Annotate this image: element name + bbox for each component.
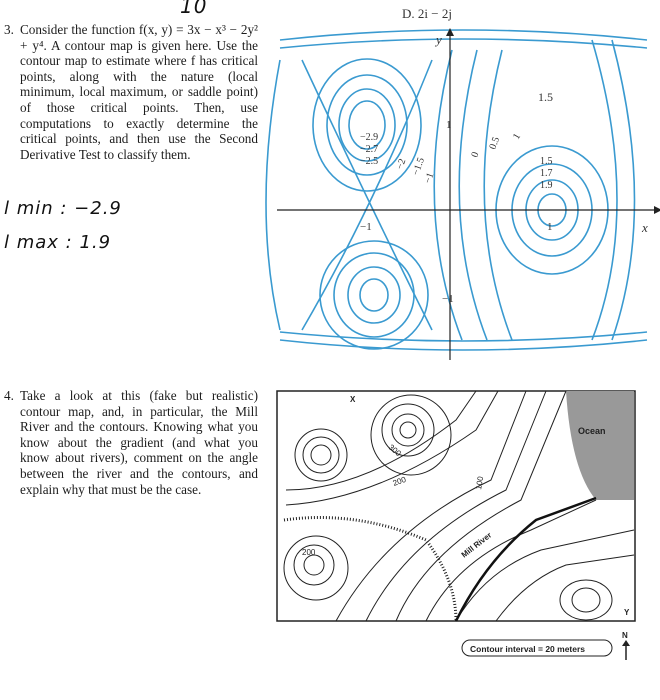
label-middle-1: −2 [394, 157, 409, 172]
contour-plot [262, 0, 660, 375]
point-x: X [350, 395, 356, 404]
top-mark: 10 [180, 0, 208, 18]
problem-4-number: 4. [4, 388, 14, 403]
north-arrow-head [622, 640, 630, 646]
label-right-3: 1.9 [540, 180, 553, 191]
contour-label-300: 300 [386, 442, 403, 459]
y-axis-label: y [436, 32, 442, 47]
label-right-1: 1.5 [540, 156, 553, 167]
topo-map [276, 390, 636, 668]
label-middle-2: −1.5 [410, 156, 428, 178]
problem-3-number: 3. [4, 22, 14, 37]
contour-label-100: 100 [474, 475, 486, 491]
ocean-label: Ocean [578, 426, 606, 436]
tick-x-pos: 1 [547, 221, 553, 233]
contour-header: D. 2i − 2j [402, 6, 452, 21]
contour-lines [266, 30, 647, 350]
label-left-2: −2.7 [360, 144, 379, 155]
handwritten-max: l max : 1.9 [4, 232, 112, 253]
label-center-3: 1 [511, 131, 524, 142]
label-middle-3: −1 [422, 171, 437, 186]
label-center-2: 0.5 [487, 135, 503, 152]
label-left-1: −2.9 [360, 132, 379, 143]
tick-y-neg: −1 [442, 293, 454, 305]
y-axis-arrow [446, 28, 454, 36]
contour-label-200-lower: 200 [302, 548, 316, 557]
label-right-2: 1.7 [540, 168, 553, 179]
problem-4 [4, 388, 258, 497]
label-left-3: −2.5 [360, 156, 379, 167]
problem-4-text: Take a look at this (fake but realistic) contour map, and, in particular, the Mill River and the contours. Knowing what you know about the gradient (and what you know about rivers), comment on the angle between the river and the contours, and explain why that must be the case. [20, 388, 258, 497]
tick-y-pos: 1 [446, 119, 452, 131]
river-label: Mill River [459, 530, 494, 560]
point-y: Y [624, 608, 630, 617]
label-center-1: 0 [469, 150, 482, 160]
label-top-right: 1.5 [538, 90, 553, 104]
problem-3-text: Consider the function f(x, y) = 3x − x³ − 2y² + y⁴. A contour map is given here. Use the contour map to estimate where f has critical points, along with the nature (local minimum, local maximum, or saddle point) of those critical points. Then, use computations to exactly determine the critical points, and then use the Second Derivative Test to classify them. [20, 22, 258, 162]
tick-x-neg: −1 [360, 221, 372, 233]
x-axis-label: x [642, 220, 648, 235]
contour-label-200-upper: 200 [391, 474, 408, 488]
north-label: N [622, 631, 628, 640]
x-axis-arrow [654, 206, 660, 214]
problem-3 [4, 22, 258, 162]
interval-label: Contour interval = 20 meters [470, 644, 586, 654]
handwritten-min: l min : −2.9 [4, 198, 122, 219]
